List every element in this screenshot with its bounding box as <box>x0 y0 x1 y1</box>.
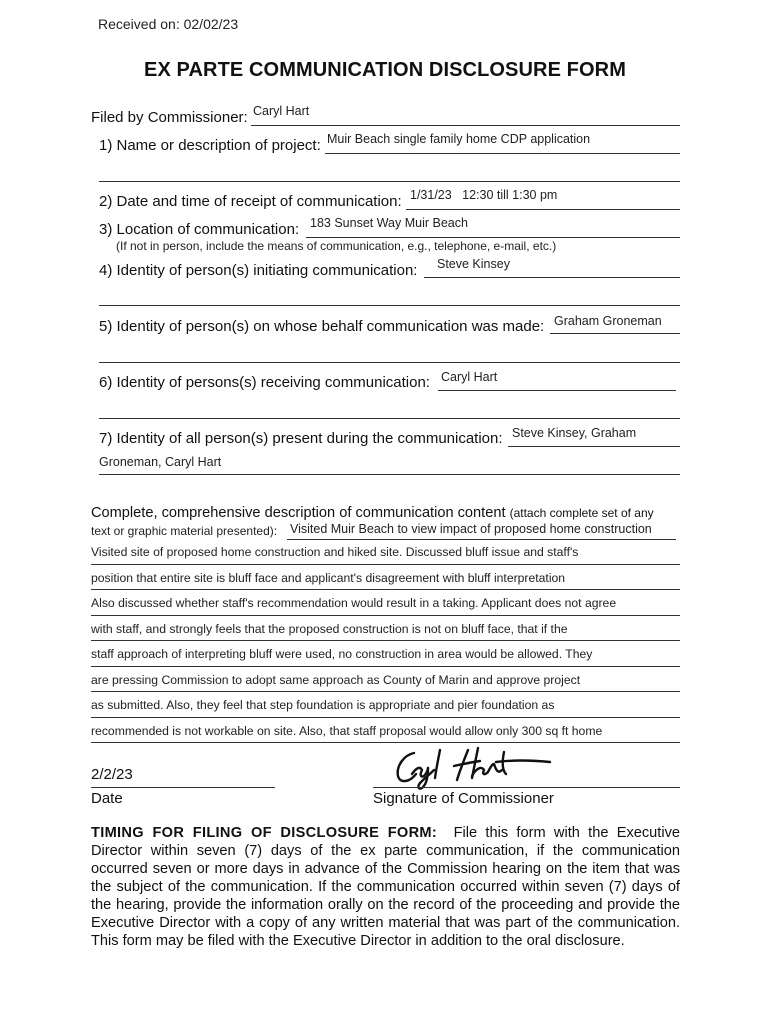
signature-line <box>373 787 680 788</box>
q6-value[interactable]: Caryl Hart <box>441 370 498 384</box>
q3-line <box>306 237 680 238</box>
q4-line-2 <box>99 305 680 306</box>
description-line: Also discussed whether staff's recommendation would result in a taking. Applicant does not agree <box>91 590 680 616</box>
q7-line-2 <box>99 474 680 475</box>
q1-line-2 <box>99 181 680 182</box>
description-label <box>91 505 654 521</box>
q7-line <box>508 446 680 447</box>
filed-by-line <box>251 125 680 126</box>
date-label: Date <box>91 790 123 807</box>
signature-label: Signature of Commissioner <box>373 790 554 807</box>
signature-image <box>390 744 560 790</box>
date-value[interactable]: 2/2/23 <box>91 766 133 783</box>
date-line <box>91 787 275 788</box>
q6-line <box>438 390 676 391</box>
q2-label: 2) Date and time of receipt of communication: <box>99 193 402 210</box>
q6-label: 6) Identity of persons(s) receiving communication: <box>99 374 430 391</box>
description-body[interactable] <box>91 539 680 743</box>
q7-label: 7) Identity of all person(s) present during the communication: <box>99 430 503 447</box>
description-line: as submitted. Also, they feel that step foundation is appropriate and pier foundation as <box>91 692 680 718</box>
q4-line <box>424 277 680 278</box>
timing-paragraph <box>91 824 680 950</box>
q1-value[interactable]: Muir Beach single family home CDP application <box>327 132 591 146</box>
q5-line-2 <box>99 362 680 363</box>
q5-value[interactable]: Graham Groneman <box>554 314 662 328</box>
description-line: staff approach of interpreting bluff were used, no construction in area would be allowed. They <box>91 641 680 667</box>
description-label-main: Complete, comprehensive description of communication content <box>91 505 506 521</box>
timing-heading: TIMING FOR FILING OF DISCLOSURE FORM: <box>91 825 438 841</box>
description-first-line[interactable]: Visited Muir Beach to view impact of proposed home construction <box>290 522 652 536</box>
description-label-2: text or graphic material presented): <box>91 524 278 538</box>
q3-note: (If not in person, include the means of communication, e.g., telephone, e-mail, etc.) <box>116 239 557 253</box>
q5-line <box>550 333 680 334</box>
description-line: position that entire site is bluff face and applicant's disagreement with bluff interpretation <box>91 565 680 591</box>
q2-value[interactable]: 1/31/23 12:30 till 1:30 pm <box>410 188 558 202</box>
received-stamp: Received on: 02/02/23 <box>98 16 239 32</box>
description-line: are pressing Commission to adopt same approach as County of Marin and approve project <box>91 667 680 693</box>
filed-by-value[interactable]: Caryl Hart <box>253 104 310 118</box>
q1-line <box>325 153 680 154</box>
description-line: Visited site of proposed home construction and hiked site. Discussed bluff issue and staff's <box>91 539 680 565</box>
description-label-paren: (attach complete set of any <box>509 506 654 520</box>
q4-label: 4) Identity of person(s) initiating communication: <box>99 262 418 279</box>
timing-text: File this form with the Executive Director within seven (7) days of the ex parte communication, if the communication occurred seven or more days in advance of the Commission hearing on the item that was the subject of the communication. If the communication occurred within seven (7) days of the hearing, provide the information orally on the record of the proceeding and provide the Executive Director with a copy of any written material that was part of the communication. This form may be filed with the Executive Director in addition to the oral disclosure. <box>91 825 680 949</box>
q4-value[interactable]: Steve Kinsey <box>437 257 510 271</box>
q6-line-2 <box>99 418 680 419</box>
q3-label: 3) Location of communication: <box>99 221 300 238</box>
filed-by-label: Filed by Commissioner: <box>91 109 248 126</box>
q7-value-cont[interactable]: Groneman, Caryl Hart <box>99 455 222 469</box>
description-line: recommended is not workable on site. Also, that staff proposal would allow only 300 sq ft home <box>91 718 680 744</box>
description-line: with staff, and strongly feels that the proposed construction is not on bluff face, that if the <box>91 616 680 642</box>
q5-label: 5) Identity of person(s) on whose behalf communication was made: <box>99 318 545 335</box>
q1-label: 1) Name or description of project: <box>99 137 321 154</box>
form-title: EX PARTE COMMUNICATION DISCLOSURE FORM <box>144 59 626 81</box>
q7-value[interactable]: Steve Kinsey, Graham <box>512 426 637 440</box>
q2-line <box>406 209 680 210</box>
q3-value[interactable]: 183 Sunset Way Muir Beach <box>310 216 468 230</box>
